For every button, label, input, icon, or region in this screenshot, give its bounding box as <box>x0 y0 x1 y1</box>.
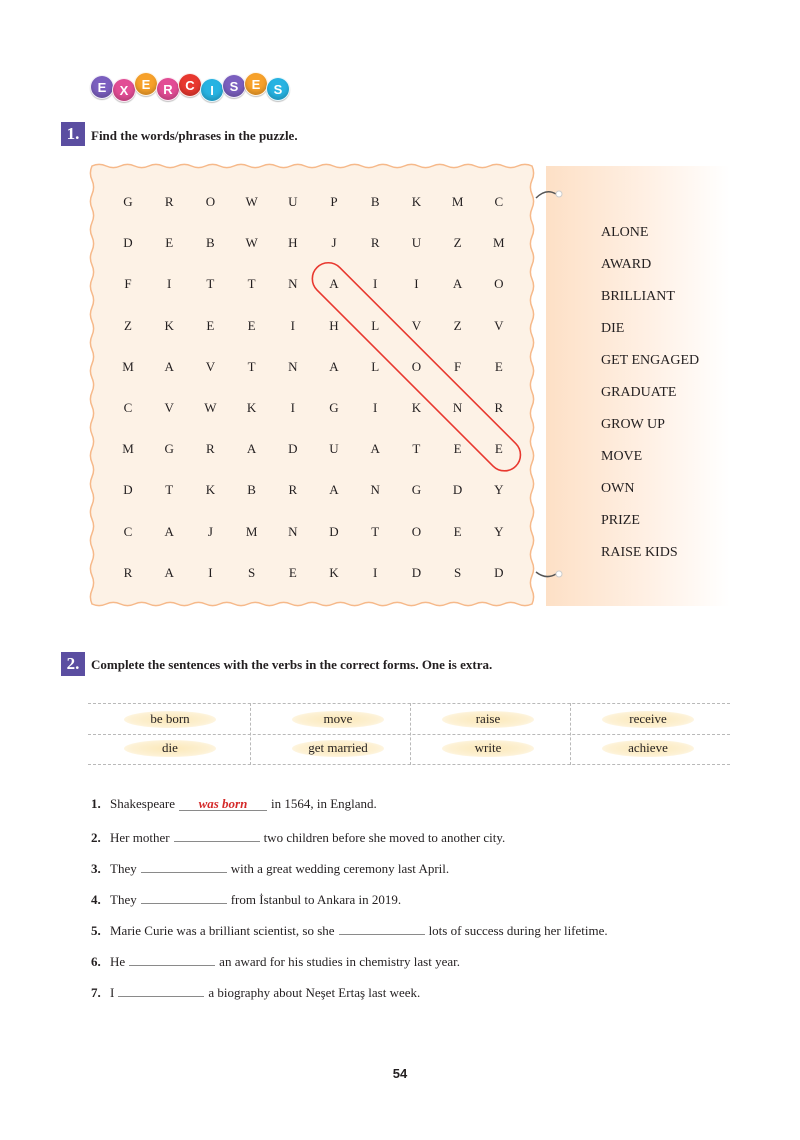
puzzle-letter[interactable]: T <box>371 523 380 539</box>
puzzle-letter[interactable]: K <box>411 400 422 415</box>
puzzle-letter[interactable]: T <box>165 482 174 498</box>
word-list-item: BRILLIANT <box>601 289 675 304</box>
puzzle-letter[interactable]: O <box>411 358 422 374</box>
word-list-item: GRADUATE <box>601 385 677 400</box>
answer-blank[interactable] <box>174 827 260 842</box>
puzzle-letter[interactable]: J <box>207 523 213 539</box>
puzzle-letter[interactable]: A <box>452 276 463 292</box>
puzzle-letter[interactable]: M <box>493 235 505 251</box>
word-list-item: PRIZE <box>601 513 640 528</box>
verb-option: move <box>288 709 388 729</box>
word-list-item: GROW UP <box>601 417 665 432</box>
puzzle-letter[interactable]: N <box>288 358 298 374</box>
puzzle-letter[interactable]: I <box>208 564 213 580</box>
puzzle-letter[interactable]: G <box>329 400 339 415</box>
puzzle-letter[interactable]: V <box>494 317 504 333</box>
sentence-text-before: Marie Curie was a brilliant scientist, so she <box>110 923 335 938</box>
word-list-item: RAISE KIDS <box>601 545 678 560</box>
word-list-item: GET ENGAGED <box>601 353 700 368</box>
puzzle-letter[interactable]: M <box>122 441 134 457</box>
puzzle-letter[interactable]: W <box>204 400 217 415</box>
verb-box <box>88 703 730 765</box>
verb-option: receive <box>598 709 698 729</box>
answer-blank[interactable] <box>339 920 425 935</box>
puzzle-letter[interactable]: K <box>246 400 257 415</box>
sentence-item <box>91 889 608 920</box>
puzzle-letter[interactable]: G <box>123 194 133 209</box>
puzzle-letter[interactable]: I <box>290 317 295 333</box>
puzzle-letter[interactable]: D <box>288 441 298 457</box>
sentence-text-before: They <box>110 861 137 876</box>
puzzle-letter[interactable]: R <box>494 400 504 415</box>
sentence-number: 5. <box>91 923 101 938</box>
puzzle-letter[interactable]: D <box>123 235 133 251</box>
puzzle-letter[interactable]: T <box>412 441 421 457</box>
answer-blank[interactable] <box>118 982 204 997</box>
puzzle-letter[interactable]: A <box>164 523 174 539</box>
puzzle-letter[interactable]: W <box>245 194 258 209</box>
puzzle-letter[interactable]: Y <box>494 482 504 498</box>
panel-ring-bottom-icon <box>534 566 564 582</box>
sentence-text-after: from İstanbul to Ankara in 2019. <box>230 892 402 907</box>
puzzle-letter[interactable]: H <box>329 317 339 333</box>
puzzle-letter[interactable]: R <box>206 441 215 457</box>
puzzle-letter[interactable]: I <box>373 400 378 415</box>
logo-letter: I <box>200 78 224 102</box>
sentence-text-after: in 1564, in England. <box>270 796 377 811</box>
verb-option: write <box>438 738 538 758</box>
verb-box-divider <box>410 703 411 765</box>
sentence-item <box>91 858 608 889</box>
puzzle-letter[interactable]: M <box>451 194 464 209</box>
puzzle-letter[interactable]: N <box>452 400 463 415</box>
puzzle-letter[interactable]: T <box>247 276 256 292</box>
sentence-item <box>91 951 608 982</box>
puzzle-letter[interactable]: A <box>164 564 174 580</box>
puzzle-letter[interactable]: R <box>164 194 174 209</box>
puzzle-letter[interactable]: C <box>123 400 133 415</box>
puzzle-letter[interactable]: N <box>288 523 298 539</box>
puzzle-letter[interactable]: B <box>370 194 380 209</box>
verb-option: achieve <box>598 738 698 758</box>
sentence-number: 3. <box>91 861 101 876</box>
puzzle-letter[interactable]: B <box>206 235 215 251</box>
puzzle-letter[interactable]: O <box>494 276 504 292</box>
panel-ring-top-icon <box>534 188 564 204</box>
sentence-number: 2. <box>91 830 101 845</box>
exercise-1-number: 1. <box>61 122 85 146</box>
sentence-text-before: Shakespeare <box>110 796 175 811</box>
puzzle-letter[interactable]: O <box>205 194 216 209</box>
puzzle-letter[interactable]: Y <box>494 523 504 539</box>
word-list-item: OWN <box>601 481 635 496</box>
puzzle-letter[interactable]: I <box>167 276 172 292</box>
answer-text: was born <box>198 796 248 811</box>
puzzle-letter[interactable]: J <box>331 235 337 251</box>
puzzle-letter[interactable]: P <box>330 194 338 209</box>
sentence-number: 4. <box>91 892 101 907</box>
puzzle-letter[interactable]: U <box>288 194 298 209</box>
puzzle-letter[interactable]: S <box>453 564 462 580</box>
verb-option: be born <box>120 709 220 729</box>
puzzle-letter[interactable]: R <box>123 564 133 580</box>
puzzle-letter[interactable]: S <box>247 564 256 580</box>
puzzle-letter[interactable]: U <box>329 441 339 457</box>
sentence-text-after: with a great wedding ceremony last April. <box>230 861 450 876</box>
puzzle-letter[interactable]: E <box>494 441 503 457</box>
logo-letter: C <box>178 73 202 97</box>
verb-box-line-top <box>88 703 730 704</box>
puzzle-letter[interactable]: N <box>370 482 380 498</box>
puzzle-letter[interactable]: C <box>123 523 133 539</box>
verb-option: die <box>120 738 220 758</box>
puzzle-letter[interactable]: C <box>494 194 504 209</box>
puzzle-letter[interactable]: A <box>370 441 380 457</box>
puzzle-letter[interactable]: E <box>247 317 256 333</box>
sentence-number: 1. <box>91 796 101 811</box>
puzzle-letter[interactable]: K <box>164 317 174 333</box>
word-list-item: ALONE <box>601 225 649 240</box>
puzzle-letter[interactable]: R <box>370 235 380 251</box>
puzzle-letter[interactable]: E <box>206 317 215 333</box>
puzzle-letter[interactable]: G <box>164 441 174 457</box>
puzzle-letter[interactable]: D <box>411 564 422 580</box>
sentence-number: 6. <box>91 954 101 969</box>
verb-box-line-middle <box>88 734 730 735</box>
puzzle-letter[interactable]: E <box>453 441 462 457</box>
answer-blank[interactable] <box>179 796 267 811</box>
sentence-text-after: lots of success during her lifetime. <box>428 923 608 938</box>
puzzle-letter[interactable]: H <box>288 235 298 251</box>
puzzle-letter[interactable]: I <box>373 564 378 580</box>
logo-letter: E <box>90 75 114 99</box>
puzzle-letter[interactable]: A <box>329 276 339 292</box>
verb-box-divider <box>250 703 251 765</box>
puzzle-letter[interactable]: V <box>205 358 216 374</box>
puzzle-letter[interactable]: D <box>329 523 339 539</box>
answer-blank[interactable] <box>141 858 227 873</box>
verb-box-line-bottom <box>88 764 730 765</box>
puzzle-letter[interactable]: D <box>452 482 463 498</box>
sentence-text-before: They <box>110 892 137 907</box>
puzzle-letter[interactable]: K <box>329 564 339 580</box>
puzzle-letter[interactable]: A <box>329 482 339 498</box>
puzzle-letter[interactable]: B <box>247 482 256 498</box>
word-list-item: AWARD <box>601 257 652 272</box>
puzzle-letter[interactable]: D <box>494 564 504 580</box>
puzzle-letter[interactable]: I <box>414 276 419 292</box>
puzzle-letter[interactable]: V <box>164 400 174 415</box>
word-search-puzzle <box>88 162 536 610</box>
answer-highlight-loop <box>88 162 536 610</box>
verb-box-divider <box>570 703 571 765</box>
sentence-item <box>91 796 608 827</box>
logo-letter: E <box>244 72 268 96</box>
puzzle-letter[interactable]: A <box>164 358 174 374</box>
puzzle-letter[interactable]: O <box>411 523 422 539</box>
puzzle-letter[interactable]: K <box>205 482 216 498</box>
logo-letter: S <box>222 74 246 98</box>
puzzle-letter[interactable]: F <box>453 358 462 374</box>
sentence-text-before: He <box>110 954 126 969</box>
sentence-list <box>91 796 608 1013</box>
puzzle-letter[interactable]: I <box>290 400 295 415</box>
sentence-text-before: I <box>110 985 115 1000</box>
puzzle-letter[interactable]: E <box>165 235 174 251</box>
puzzle-letter[interactable]: Z <box>124 317 132 333</box>
verb-option: get married <box>288 738 388 758</box>
sentence-text-after: a biography about Neşet Ertaş last week. <box>208 985 421 1000</box>
logo-letter: X <box>112 78 136 102</box>
puzzle-letter[interactable]: N <box>288 276 298 292</box>
puzzle-letter[interactable]: U <box>411 235 422 251</box>
puzzle-letter[interactable]: M <box>245 523 258 539</box>
puzzle-letter[interactable]: R <box>288 482 298 498</box>
puzzle-letter[interactable]: E <box>453 523 462 539</box>
sentence-text-before: Her mother <box>110 830 170 845</box>
puzzle-letter[interactable]: A <box>329 358 339 374</box>
puzzle-letter[interactable]: F <box>124 276 132 292</box>
sentence-item <box>91 982 608 1013</box>
puzzle-letter[interactable]: T <box>247 358 256 374</box>
puzzle-letter[interactable]: G <box>411 482 422 498</box>
puzzle-letter[interactable]: V <box>411 317 422 333</box>
puzzle-letter[interactable]: E <box>288 564 297 580</box>
word-list-item: DIE <box>601 321 625 336</box>
sentence-text-after: an award for his studies in chemistry last year. <box>219 954 460 969</box>
puzzle-letter[interactable]: I <box>373 276 378 292</box>
sentence-number: 7. <box>91 985 101 1000</box>
puzzle-letter[interactable]: D <box>123 482 133 498</box>
verb-option: raise <box>438 709 538 729</box>
sentence-text-after: two children before she moved to another city. <box>263 830 506 845</box>
logo-letter: R <box>156 77 180 101</box>
puzzle-letter[interactable]: Z <box>453 235 462 251</box>
word-list-item: MOVE <box>601 449 643 464</box>
answer-blank[interactable] <box>129 951 215 966</box>
puzzle-letter[interactable]: W <box>245 235 258 251</box>
sentence-item <box>91 827 608 858</box>
puzzle-letter[interactable]: L <box>371 358 380 374</box>
word-list <box>601 221 699 573</box>
sentence-item <box>91 920 608 951</box>
answer-blank[interactable] <box>141 889 227 904</box>
puzzle-letter[interactable]: A <box>246 441 257 457</box>
exercise-2-instruction: Complete the sentences with the verbs in the correct forms. One is extra. <box>91 657 493 672</box>
puzzle-letter[interactable]: M <box>122 358 134 374</box>
puzzle-letter[interactable]: Z <box>453 317 462 333</box>
logo-letter: E <box>134 72 158 96</box>
page-number: 54 <box>392 1066 408 1081</box>
exercise-2-number: 2. <box>61 652 85 676</box>
logo-letter: S <box>266 77 290 101</box>
puzzle-letter[interactable]: T <box>206 276 215 292</box>
exercise-1-instruction: Find the words/phrases in the puzzle. <box>91 128 298 143</box>
puzzle-letter[interactable]: K <box>411 194 422 209</box>
puzzle-letter[interactable]: L <box>371 317 380 333</box>
puzzle-letter[interactable]: E <box>494 358 503 374</box>
